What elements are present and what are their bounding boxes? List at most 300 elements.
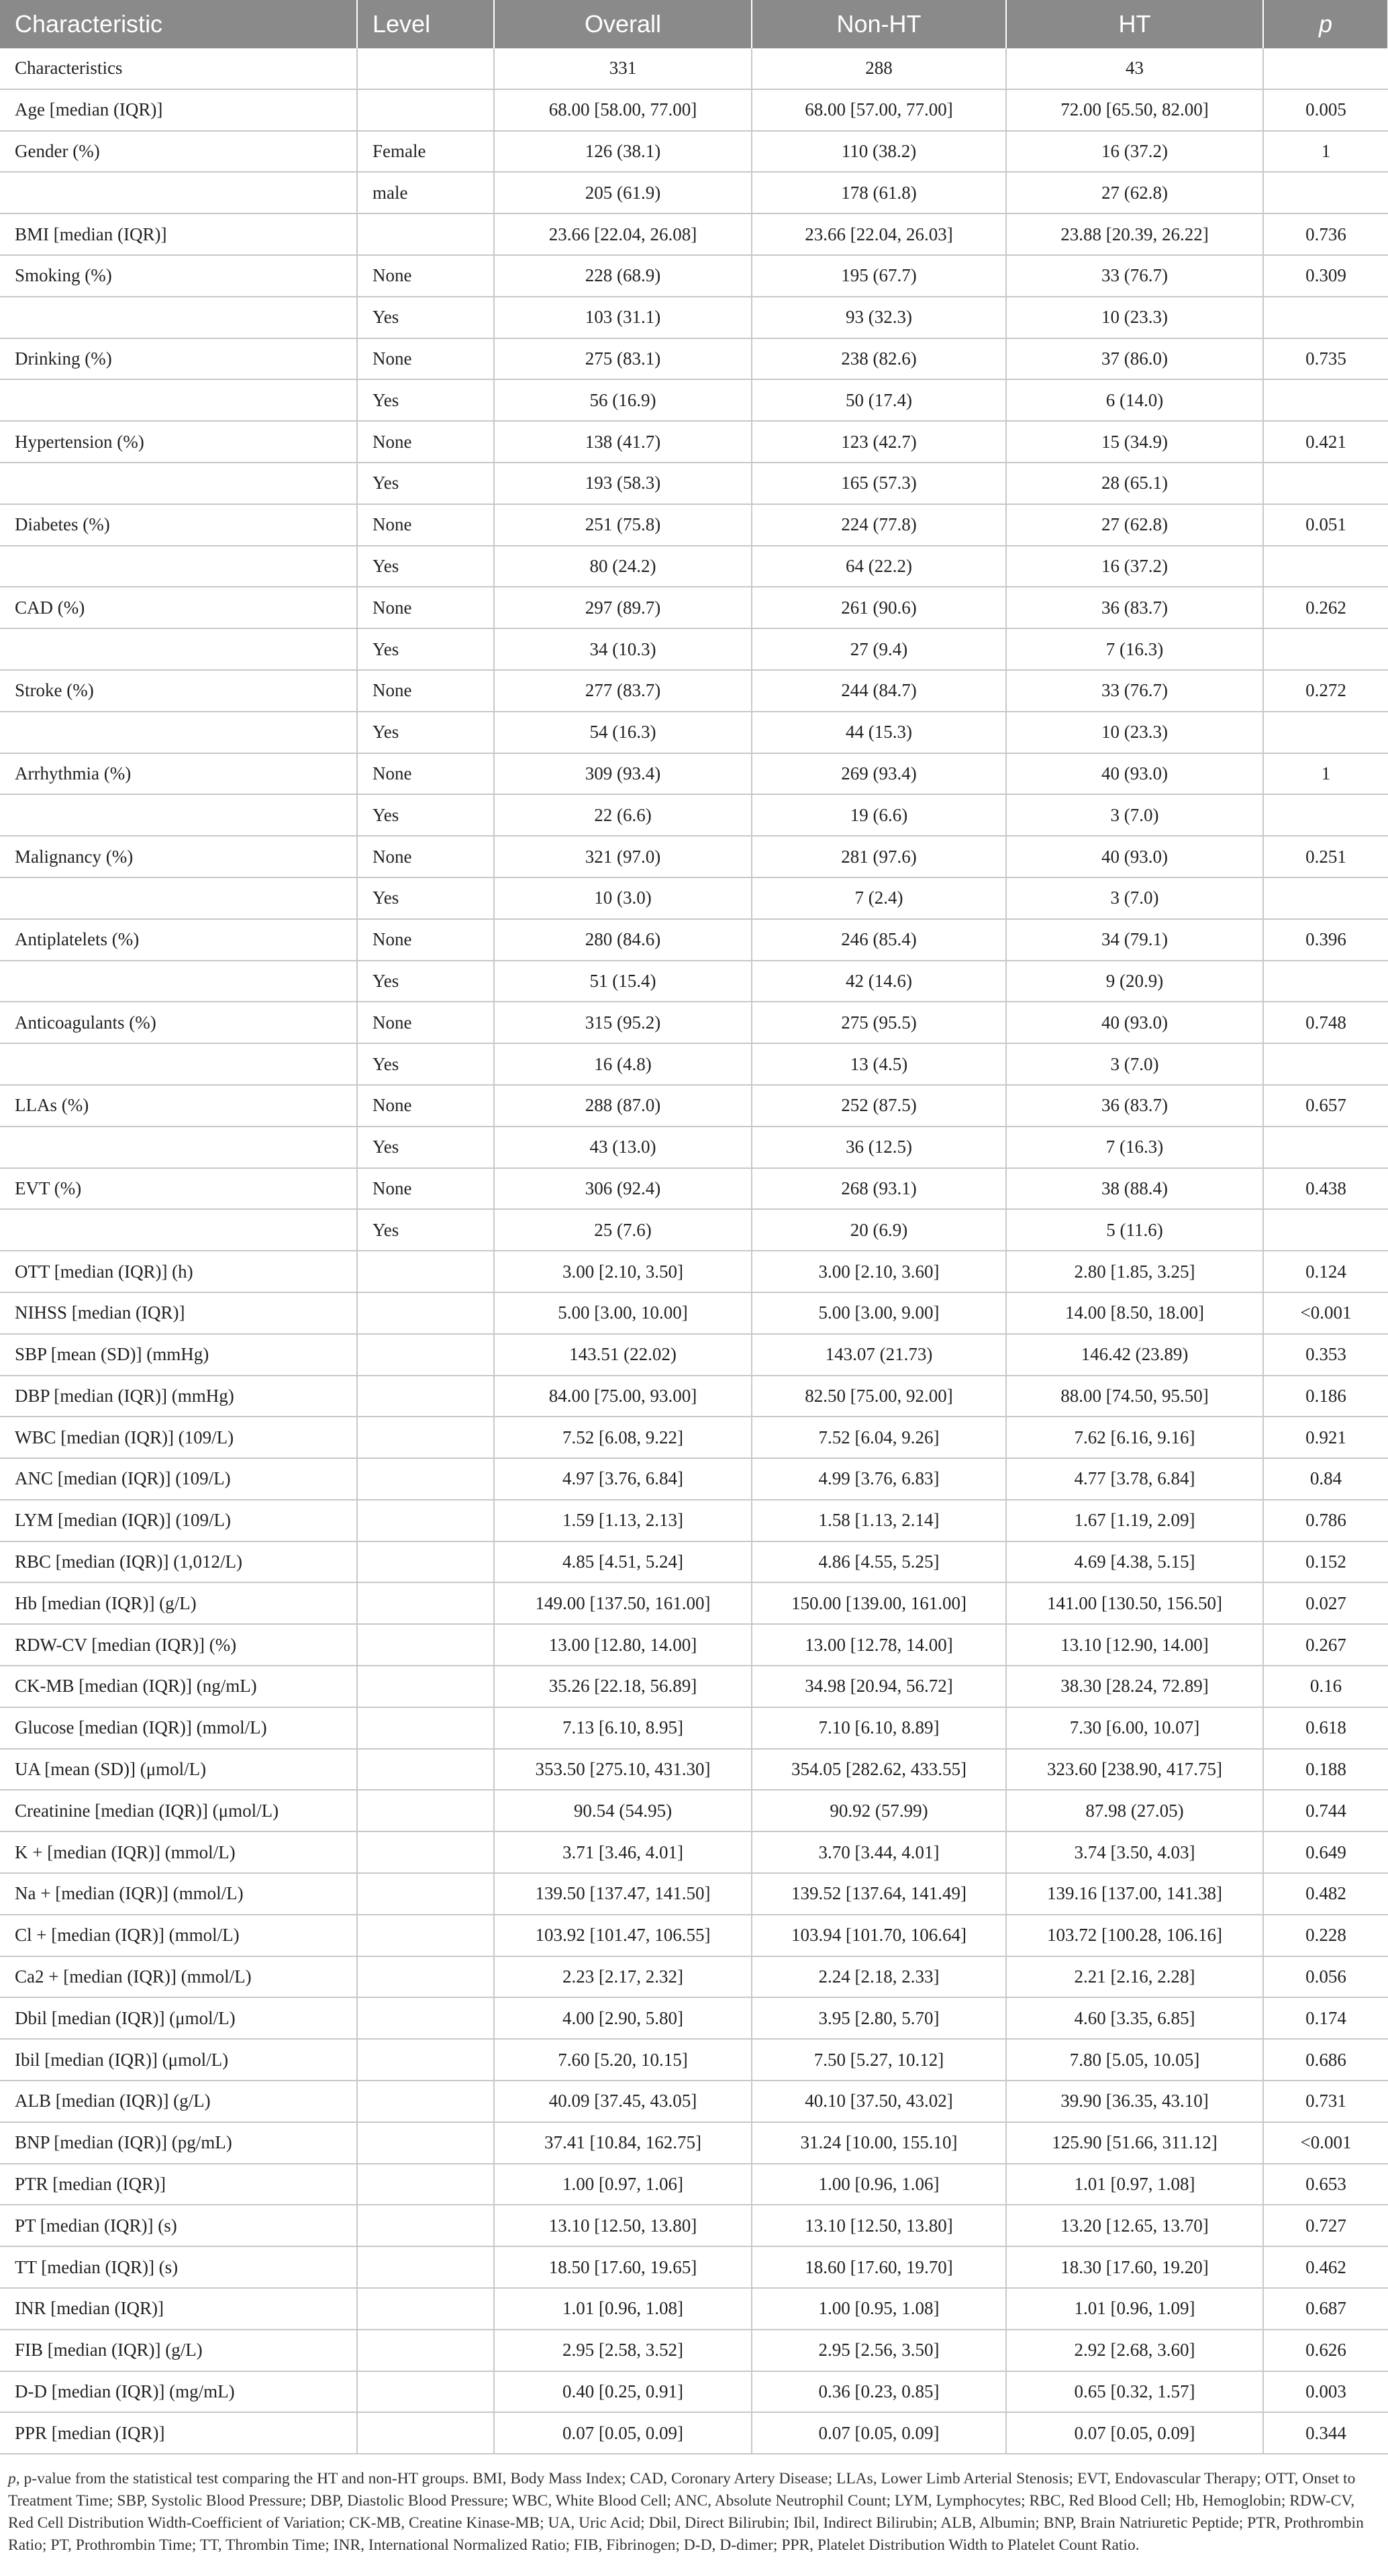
cell-p-value: 0.174 <box>1263 1997 1388 2039</box>
cell-characteristic: Stroke (%) <box>0 670 357 712</box>
cell-p-value: 0.272 <box>1263 670 1388 712</box>
cell-overall: 3.71 [3.46, 4.01] <box>494 1831 752 1873</box>
cell-ht: 103.72 [100.28, 106.16] <box>1006 1915 1263 1956</box>
cell-ht: 3.74 [3.50, 4.03] <box>1006 1831 1263 1873</box>
cell-ht: 10 (23.3) <box>1006 297 1263 338</box>
cell-nonht: 1.58 [1.13, 2.14] <box>752 1500 1006 1541</box>
cell-nonht: 64 (22.2) <box>752 546 1006 587</box>
table-row <box>0 2039 1388 2081</box>
table-row <box>0 961 1388 1002</box>
cell-p-value: 0.051 <box>1263 504 1388 546</box>
cell-level <box>357 1500 494 1541</box>
table-row <box>0 379 1388 421</box>
cell-overall: 43 (13.0) <box>494 1127 752 1168</box>
cell-ht: 16 (37.2) <box>1006 546 1263 587</box>
cell-p-value: 0.731 <box>1263 2081 1388 2122</box>
cell-ht: 4.77 [3.78, 6.84] <box>1006 1458 1263 1500</box>
cell-level <box>357 1458 494 1500</box>
cell-nonht: 50 (17.4) <box>752 379 1006 421</box>
cell-characteristic: Antiplatelets (%) <box>0 919 357 961</box>
cell-overall: 1.59 [1.13, 2.13] <box>494 1500 752 1541</box>
cell-characteristic: Gender (%) <box>0 131 357 173</box>
cell-level <box>357 2288 494 2330</box>
cell-characteristic <box>0 1209 357 1251</box>
cell-p-value: 0.748 <box>1263 1002 1388 1043</box>
cell-nonht: 42 (14.6) <box>752 961 1006 1002</box>
cell-ht: 14.00 [8.50, 18.00] <box>1006 1292 1263 1334</box>
cell-ht: 3 (7.0) <box>1006 794 1263 836</box>
cell-p-value: 0.727 <box>1263 2205 1388 2246</box>
cell-p-value: 1 <box>1263 131 1388 173</box>
cell-nonht: 3.00 [2.10, 3.60] <box>752 1251 1006 1292</box>
cell-overall: 139.50 [137.47, 141.50] <box>494 1873 752 1915</box>
cell-nonht: 2.95 [2.56, 3.50] <box>752 2330 1006 2371</box>
table-row <box>0 2330 1388 2371</box>
cell-p-value: 0.618 <box>1263 1707 1388 1749</box>
cell-characteristic: Anticoagulants (%) <box>0 1002 357 1043</box>
cell-level: Yes <box>357 794 494 836</box>
cell-overall: 40.09 [37.45, 43.05] <box>494 2081 752 2122</box>
cell-p-value: 0.686 <box>1263 2039 1388 2081</box>
cell-p-value: 0.736 <box>1263 213 1388 255</box>
cell-characteristic: D-D [median (IQR)] (mg/mL) <box>0 2371 357 2413</box>
table-row <box>0 1707 1388 1749</box>
table-row <box>0 48 1388 89</box>
cell-level <box>357 2205 494 2246</box>
cell-ht: 72.00 [65.50, 82.00] <box>1006 89 1263 131</box>
table-row <box>0 836 1388 877</box>
cell-level: Yes <box>357 1127 494 1168</box>
cell-nonht: 3.70 [3.44, 4.01] <box>752 1831 1006 1873</box>
cell-ht: 15 (34.9) <box>1006 421 1263 463</box>
cell-p-value <box>1263 628 1388 670</box>
cell-overall: 280 (84.6) <box>494 919 752 961</box>
table-row <box>0 2246 1388 2288</box>
cell-level: Yes <box>357 961 494 1002</box>
cell-characteristic <box>0 961 357 1002</box>
cell-overall: 126 (38.1) <box>494 131 752 173</box>
cell-level <box>357 213 494 255</box>
cell-p-value: 0.005 <box>1263 89 1388 131</box>
cell-nonht: 268 (93.1) <box>752 1168 1006 1210</box>
cell-nonht: 90.92 (57.99) <box>752 1790 1006 1831</box>
cell-ht: 1.67 [1.19, 2.09] <box>1006 1500 1263 1541</box>
cell-p-value <box>1263 961 1388 1002</box>
cell-nonht: 19 (6.6) <box>752 794 1006 836</box>
cell-ht: 34 (79.1) <box>1006 919 1263 961</box>
header-ht: HT <box>1006 0 1263 48</box>
cell-overall: 35.26 [22.18, 56.89] <box>494 1666 752 1707</box>
cell-p-value: 0.744 <box>1263 1790 1388 1831</box>
cell-level <box>357 1541 494 1583</box>
cell-ht: 36 (83.7) <box>1006 1085 1263 1127</box>
cell-p-value: 0.626 <box>1263 2330 1388 2371</box>
cell-level: None <box>357 1168 494 1210</box>
cell-nonht: 20 (6.9) <box>752 1209 1006 1251</box>
table-row <box>0 1873 1388 1915</box>
cell-characteristic: UA [mean (SD)] (μmol/L) <box>0 1749 357 1791</box>
cell-ht: 3 (7.0) <box>1006 877 1263 919</box>
cell-p-value: 0.16 <box>1263 1666 1388 1707</box>
cell-level: Yes <box>357 546 494 587</box>
cell-characteristic: Hb [median (IQR)] (g/L) <box>0 1582 357 1624</box>
cell-nonht: 40.10 [37.50, 43.02] <box>752 2081 1006 2122</box>
cell-p-value: 0.353 <box>1263 1334 1388 1376</box>
table-row <box>0 1417 1388 1458</box>
cell-nonht: 178 (61.8) <box>752 172 1006 213</box>
cell-p-value: 0.262 <box>1263 587 1388 628</box>
cell-nonht: 34.98 [20.94, 56.72] <box>752 1666 1006 1707</box>
cell-nonht: 93 (32.3) <box>752 297 1006 338</box>
table-row <box>0 2122 1388 2164</box>
cell-level <box>357 1292 494 1334</box>
cell-characteristic: Dbil [median (IQR)] (μmol/L) <box>0 1997 357 2039</box>
cell-characteristic: PTR [median (IQR)] <box>0 2164 357 2205</box>
cell-characteristic: PPR [median (IQR)] <box>0 2412 357 2454</box>
cell-overall: 4.00 [2.90, 5.80] <box>494 1997 752 2039</box>
cell-p-value <box>1263 172 1388 213</box>
cell-p-value <box>1263 1043 1388 1085</box>
cell-nonht: 7 (2.4) <box>752 877 1006 919</box>
cell-ht: 4.60 [3.35, 6.85] <box>1006 1997 1263 2039</box>
table-row <box>0 421 1388 463</box>
cell-level: Yes <box>357 463 494 504</box>
cell-ht: 9 (20.9) <box>1006 961 1263 1002</box>
cell-characteristic: LYM [median (IQR)] (109/L) <box>0 1500 357 1541</box>
cell-level: None <box>357 753 494 795</box>
cell-level <box>357 1376 494 1417</box>
cell-characteristic: RDW-CV [median (IQR)] (%) <box>0 1624 357 1666</box>
cell-overall: 297 (89.7) <box>494 587 752 628</box>
table-row <box>0 1624 1388 1666</box>
cell-overall: 22 (6.6) <box>494 794 752 836</box>
table-row <box>0 213 1388 255</box>
table-header <box>0 0 1388 48</box>
cell-characteristic: Creatinine [median (IQR)] (μmol/L) <box>0 1790 357 1831</box>
cell-characteristic: INR [median (IQR)] <box>0 2288 357 2330</box>
cell-nonht: 68.00 [57.00, 77.00] <box>752 89 1006 131</box>
cell-ht: 40 (93.0) <box>1006 753 1263 795</box>
cell-nonht: 0.07 [0.05, 0.09] <box>752 2412 1006 2454</box>
cell-overall: 275 (83.1) <box>494 338 752 380</box>
cell-nonht: 238 (82.6) <box>752 338 1006 380</box>
cell-overall: 7.52 [6.08, 9.22] <box>494 1417 752 1458</box>
header-row <box>0 0 1388 48</box>
table-row <box>0 172 1388 213</box>
cell-nonht: 281 (97.6) <box>752 836 1006 877</box>
cell-characteristic <box>0 628 357 670</box>
cell-p-value <box>1263 794 1388 836</box>
cell-overall: 1.00 [0.97, 1.06] <box>494 2164 752 2205</box>
cell-level: None <box>357 919 494 961</box>
cell-p-value: 0.027 <box>1263 1582 1388 1624</box>
cell-overall: 37.41 [10.84, 162.75] <box>494 2122 752 2164</box>
cell-nonht: 3.95 [2.80, 5.70] <box>752 1997 1006 2039</box>
cell-ht: 27 (62.8) <box>1006 504 1263 546</box>
cell-level <box>357 2039 494 2081</box>
cell-characteristic: EVT (%) <box>0 1168 357 1210</box>
cell-p-value: 0.003 <box>1263 2371 1388 2413</box>
cell-p-value: 0.421 <box>1263 421 1388 463</box>
cell-level: None <box>357 836 494 877</box>
cell-p-value: 0.84 <box>1263 1458 1388 1500</box>
cell-nonht: 244 (84.7) <box>752 670 1006 712</box>
cell-nonht: 139.52 [137.64, 141.49] <box>752 1873 1006 1915</box>
cell-overall: 309 (93.4) <box>494 753 752 795</box>
cell-ht: 323.60 [238.90, 417.75] <box>1006 1749 1263 1791</box>
footnote <box>0 2454 1388 2557</box>
cell-nonht: 2.24 [2.18, 2.33] <box>752 1956 1006 1998</box>
cell-ht: 125.90 [51.66, 311.12] <box>1006 2122 1263 2164</box>
cell-level: None <box>357 338 494 380</box>
cell-ht: 2.21 [2.16, 2.28] <box>1006 1956 1263 1998</box>
cell-p-value: 0.657 <box>1263 1085 1388 1127</box>
cell-characteristic: CAD (%) <box>0 587 357 628</box>
cell-ht: 0.65 [0.32, 1.57] <box>1006 2371 1263 2413</box>
cell-level <box>357 1873 494 1915</box>
cell-level <box>357 2330 494 2371</box>
cell-overall: 34 (10.3) <box>494 628 752 670</box>
cell-p-value: 0.228 <box>1263 1915 1388 1956</box>
cell-ht: 36 (83.7) <box>1006 587 1263 628</box>
cell-nonht: 246 (85.4) <box>752 919 1006 961</box>
table-row <box>0 2081 1388 2122</box>
cell-p-value: 1 <box>1263 753 1388 795</box>
cell-characteristic: SBP [mean (SD)] (mmHg) <box>0 1334 357 1376</box>
cell-p-value: 0.344 <box>1263 2412 1388 2454</box>
cell-p-value: 0.152 <box>1263 1541 1388 1583</box>
cell-overall: 7.13 [6.10, 8.95] <box>494 1707 752 1749</box>
cell-overall: 277 (83.7) <box>494 670 752 712</box>
cell-p-value: 0.309 <box>1263 255 1388 297</box>
table-row <box>0 89 1388 131</box>
cell-overall: 331 <box>494 48 752 89</box>
table-row <box>0 794 1388 836</box>
cell-p-value <box>1263 1209 1388 1251</box>
cell-overall: 3.00 [2.10, 3.50] <box>494 1251 752 1292</box>
cell-nonht: 1.00 [0.96, 1.06] <box>752 2164 1006 2205</box>
table-row <box>0 2205 1388 2246</box>
cell-ht: 7.62 [6.16, 9.16] <box>1006 1417 1263 1458</box>
cell-level <box>357 1749 494 1791</box>
cell-ht: 87.98 (27.05) <box>1006 1790 1263 1831</box>
cell-level <box>357 1666 494 1707</box>
cell-overall: 315 (95.2) <box>494 1002 752 1043</box>
cell-p-value: 0.687 <box>1263 2288 1388 2330</box>
cell-overall: 306 (92.4) <box>494 1168 752 1210</box>
cell-overall: 251 (75.8) <box>494 504 752 546</box>
cell-ht: 16 (37.2) <box>1006 131 1263 173</box>
cell-level: None <box>357 421 494 463</box>
cell-nonht: 103.94 [101.70, 106.64] <box>752 1915 1006 1956</box>
cell-p-value <box>1263 48 1388 89</box>
cell-nonht: 44 (15.3) <box>752 712 1006 753</box>
cell-level <box>357 1417 494 1458</box>
cell-characteristic: NIHSS [median (IQR)] <box>0 1292 357 1334</box>
header-characteristic: Characteristic <box>0 0 357 48</box>
table-row <box>0 2371 1388 2413</box>
cell-overall: 68.00 [58.00, 77.00] <box>494 89 752 131</box>
cell-characteristic: DBP [median (IQR)] (mmHg) <box>0 1376 357 1417</box>
cell-characteristic <box>0 546 357 587</box>
cell-overall: 80 (24.2) <box>494 546 752 587</box>
cell-p-value: 0.267 <box>1263 1624 1388 1666</box>
cell-characteristic: K + [median (IQR)] (mmol/L) <box>0 1831 357 1873</box>
cell-level: None <box>357 670 494 712</box>
cell-overall: 193 (58.3) <box>494 463 752 504</box>
table-row <box>0 463 1388 504</box>
cell-characteristic: ANC [median (IQR)] (109/L) <box>0 1458 357 1500</box>
cell-overall: 56 (16.9) <box>494 379 752 421</box>
cell-level <box>357 2412 494 2454</box>
cell-nonht: 7.10 [6.10, 8.89] <box>752 1707 1006 1749</box>
cell-characteristic <box>0 877 357 919</box>
footnote-text: , p-value from the statistical test comparing the HT and non-HT groups. BMI, Body Mass Index; CAD, Coronary Artery Disease; LLAs, Lower Limb Arterial Stenosis; EVT, Endovascular Therapy; OTT, Onset to Treatment Time; SBP, Systolic Blood Pressure; DBP, Diastolic Blood Pressure; WBC, White Blood Cell; ANC, Absolute Neutrophil Count; LYM, Lymphocytes; RBC, Red Blood Cell; Hb, Hemoglobin; RDW-CV, Red Cell Distribution Width-Coefficient of Variation; CK-MB, Creatine Kinase-MB; UA, Uric Acid; Dbil, Direct Bilirubin; Ibil, Indirect Bilirubin; ALB, Albumin; BNP, Brain Natriuretic Peptide; PTR, Prothrombin Ratio; PT, Prothrombin Time; TT, Thrombin Time; INR, International Normalized Ratio; FIB, Fibrinogen; D-D, D-dimer; PPR, Platelet Distribution Width to Platelet Count Ratio. <box>8 2470 1364 2555</box>
cell-characteristic: PT [median (IQR)] (s) <box>0 2205 357 2246</box>
cell-nonht: 13.00 [12.78, 14.00] <box>752 1624 1006 1666</box>
cell-level: male <box>357 172 494 213</box>
table-row <box>0 255 1388 297</box>
table-row <box>0 877 1388 919</box>
table-row <box>0 1790 1388 1831</box>
cell-level: Yes <box>357 1043 494 1085</box>
cell-p-value: <0.001 <box>1263 2122 1388 2164</box>
header-nonht: Non-HT <box>752 0 1006 48</box>
table-row <box>0 2164 1388 2205</box>
cell-level <box>357 1997 494 2039</box>
cell-overall: 90.54 (54.95) <box>494 1790 752 1831</box>
cell-ht: 7 (16.3) <box>1006 628 1263 670</box>
cell-ht: 4.69 [4.38, 5.15] <box>1006 1541 1263 1583</box>
cell-characteristic: Diabetes (%) <box>0 504 357 546</box>
cell-characteristic <box>0 794 357 836</box>
cell-level: None <box>357 1085 494 1127</box>
table-row <box>0 1209 1388 1251</box>
table-body <box>0 48 1388 2454</box>
cell-characteristic <box>0 379 357 421</box>
cell-nonht: 123 (42.7) <box>752 421 1006 463</box>
cell-p-value: 0.396 <box>1263 919 1388 961</box>
cell-characteristic: Characteristics <box>0 48 357 89</box>
table-row <box>0 546 1388 587</box>
cell-nonht: 252 (87.5) <box>752 1085 1006 1127</box>
cell-overall: 288 (87.0) <box>494 1085 752 1127</box>
cell-nonht: 165 (57.3) <box>752 463 1006 504</box>
cell-nonht: 269 (93.4) <box>752 753 1006 795</box>
table-row <box>0 1251 1388 1292</box>
cell-ht: 7.80 [5.05, 10.05] <box>1006 2039 1263 2081</box>
cell-characteristic <box>0 712 357 753</box>
cell-p-value <box>1263 297 1388 338</box>
cell-nonht: 7.52 [6.04, 9.26] <box>752 1417 1006 1458</box>
cell-ht: 7.30 [6.00, 10.07] <box>1006 1707 1263 1749</box>
cell-characteristic: Smoking (%) <box>0 255 357 297</box>
cell-p-value: 0.649 <box>1263 1831 1388 1873</box>
cell-nonht: 354.05 [282.62, 433.55] <box>752 1749 1006 1791</box>
cell-p-value: 0.462 <box>1263 2246 1388 2288</box>
table-row <box>0 1292 1388 1334</box>
cell-nonht: 31.24 [10.00, 155.10] <box>752 2122 1006 2164</box>
cell-level <box>357 1790 494 1831</box>
cell-overall: 23.66 [22.04, 26.08] <box>494 213 752 255</box>
table-row <box>0 753 1388 795</box>
cell-p-value: 0.786 <box>1263 1500 1388 1541</box>
cell-nonht: 18.60 [17.60, 19.70] <box>752 2246 1006 2288</box>
cell-p-value: <0.001 <box>1263 1292 1388 1334</box>
cell-level <box>357 1707 494 1749</box>
table-row <box>0 1997 1388 2039</box>
cell-overall: 5.00 [3.00, 10.00] <box>494 1292 752 1334</box>
cell-ht: 40 (93.0) <box>1006 1002 1263 1043</box>
cell-level: Yes <box>357 297 494 338</box>
table-row <box>0 1541 1388 1583</box>
cell-ht: 1.01 [0.96, 1.09] <box>1006 2288 1263 2330</box>
cell-p-value: 0.186 <box>1263 1376 1388 1417</box>
cell-ht: 37 (86.0) <box>1006 338 1263 380</box>
header-level: Level <box>357 0 494 48</box>
table-row <box>0 504 1388 546</box>
cell-nonht: 143.07 (21.73) <box>752 1334 1006 1376</box>
cell-level <box>357 1334 494 1376</box>
cell-level: None <box>357 255 494 297</box>
cell-nonht: 5.00 [3.00, 9.00] <box>752 1292 1006 1334</box>
cell-level <box>357 48 494 89</box>
cell-nonht: 82.50 [75.00, 92.00] <box>752 1376 1006 1417</box>
table-row <box>0 338 1388 380</box>
cell-level <box>357 1831 494 1873</box>
cell-ht: 33 (76.7) <box>1006 670 1263 712</box>
cell-overall: 4.97 [3.76, 6.84] <box>494 1458 752 1500</box>
cell-level <box>357 2371 494 2413</box>
cell-overall: 10 (3.0) <box>494 877 752 919</box>
table-row <box>0 712 1388 753</box>
cell-characteristic: WBC [median (IQR)] (109/L) <box>0 1417 357 1458</box>
cell-characteristic: Malignancy (%) <box>0 836 357 877</box>
cell-characteristic: Arrhythmia (%) <box>0 753 357 795</box>
cell-nonht: 4.86 [4.55, 5.25] <box>752 1541 1006 1583</box>
cell-level: None <box>357 587 494 628</box>
cell-overall: 149.00 [137.50, 161.00] <box>494 1582 752 1624</box>
cell-p-value: 0.735 <box>1263 338 1388 380</box>
cell-characteristic: BNP [median (IQR)] (pg/mL) <box>0 2122 357 2164</box>
cell-ht: 23.88 [20.39, 26.22] <box>1006 213 1263 255</box>
cell-characteristic: OTT [median (IQR)] (h) <box>0 1251 357 1292</box>
cell-characteristic: Na + [median (IQR)] (mmol/L) <box>0 1873 357 1915</box>
cell-ht: 18.30 [17.60, 19.20] <box>1006 2246 1263 2288</box>
cell-level: None <box>357 504 494 546</box>
table-row <box>0 1127 1388 1168</box>
cell-nonht: 0.36 [0.23, 0.85] <box>752 2371 1006 2413</box>
table-row <box>0 1085 1388 1127</box>
table-row <box>0 131 1388 173</box>
cell-overall: 4.85 [4.51, 5.24] <box>494 1541 752 1583</box>
table-row <box>0 1749 1388 1791</box>
cell-level <box>357 1956 494 1998</box>
table-row <box>0 1043 1388 1085</box>
cell-overall: 54 (16.3) <box>494 712 752 753</box>
cell-characteristic <box>0 297 357 338</box>
cell-p-value: 0.188 <box>1263 1749 1388 1791</box>
cell-ht: 13.20 [12.65, 13.70] <box>1006 2205 1263 2246</box>
cell-ht: 33 (76.7) <box>1006 255 1263 297</box>
cell-characteristic: FIB [median (IQR)] (g/L) <box>0 2330 357 2371</box>
cell-nonht: 275 (95.5) <box>752 1002 1006 1043</box>
cell-ht: 13.10 [12.90, 14.00] <box>1006 1624 1263 1666</box>
cell-p-value <box>1263 712 1388 753</box>
cell-overall: 13.00 [12.80, 14.00] <box>494 1624 752 1666</box>
cell-characteristic: Ca2 + [median (IQR)] (mmol/L) <box>0 1956 357 1998</box>
cell-ht: 27 (62.8) <box>1006 172 1263 213</box>
